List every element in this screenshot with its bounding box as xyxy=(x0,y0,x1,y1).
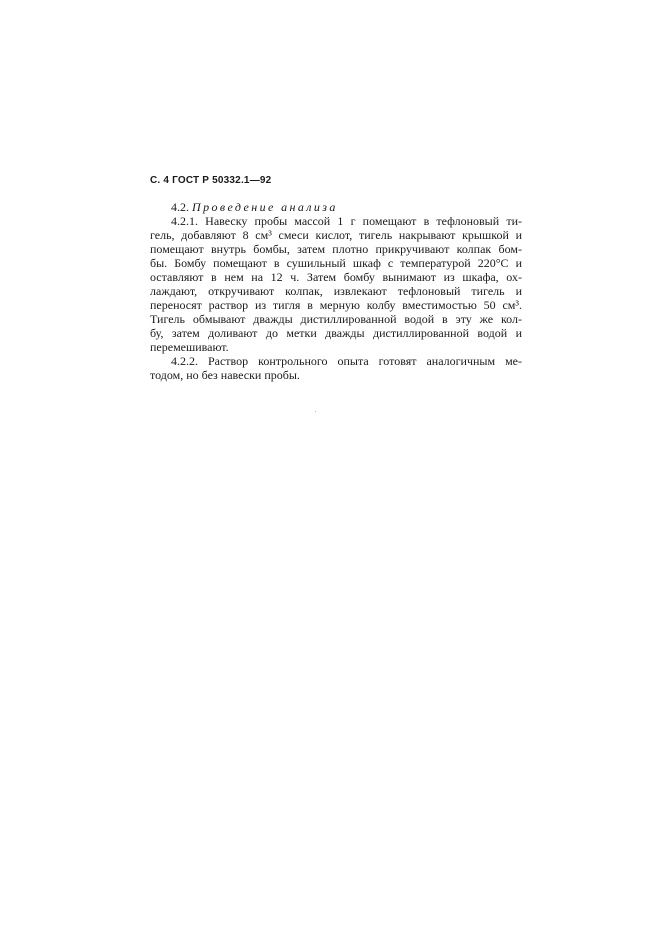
paragraph-4-2-2 xyxy=(150,354,522,382)
scan-speck xyxy=(315,411,316,412)
paragraph-4-2-1 xyxy=(150,214,522,354)
text-line: бы. Бомбу помещают в сушильный шкаф с температурой 220°С и xyxy=(150,256,522,270)
text-line: гель, добавляют 8 см³ смеси кислот, тигель накрывают крышкой и xyxy=(150,228,522,242)
text-line: Тигель обмывают дважды дистиллированной водой в эту же кол- xyxy=(150,312,522,326)
text-line: тодом, но без навески пробы. xyxy=(150,368,300,382)
text-line: лаждают, откручивают колпак, извлекают тефлоновый тигель и xyxy=(150,284,522,298)
section-title: Проведение анализа xyxy=(192,200,338,214)
text-line: помещают внутрь бомбы, затем плотно прикручивают колпак бом- xyxy=(150,242,522,256)
section-heading xyxy=(150,200,522,214)
section-number: 4.2. xyxy=(171,200,189,214)
document-body xyxy=(150,200,522,382)
text-line: 4.2.2. Раствор контрольного опыта готовят аналогичным ме- xyxy=(171,354,522,368)
page-header: С. 4 ГОСТ Р 50332.1—92 xyxy=(150,175,272,186)
text-line: перемешивают. xyxy=(150,340,229,354)
text-line: оставляют в нем на 12 ч. Затем бомбу вынимают из шкафа, ох- xyxy=(150,270,522,284)
text-line: 4.2.1. Навеску пробы массой 1 г помещают в тефлоновый ти- xyxy=(171,214,522,228)
text-line: переносят раствор из тигля в мерную колбу вместимостью 50 см³. xyxy=(150,298,522,312)
text-line: бу, затем доливают до метки дважды дистиллированной водой и xyxy=(150,326,522,340)
